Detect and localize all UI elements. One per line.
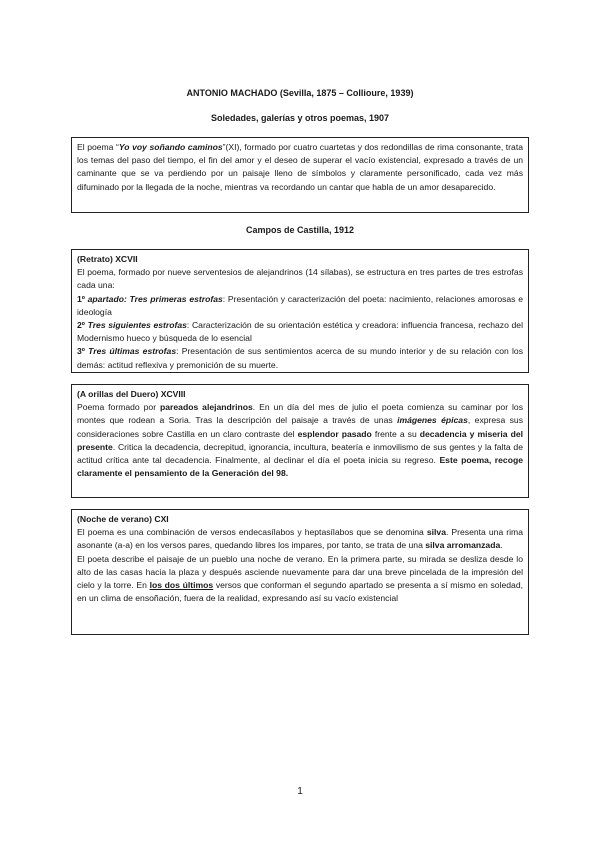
author-heading: ANTONIO MACHADO (Sevilla, 1875 – Collioure, 1939) bbox=[186, 88, 414, 98]
box-yo-voy-sonando-caminos bbox=[71, 137, 529, 213]
text-run: Poema formado por bbox=[77, 402, 161, 413]
emphasis: Este poema, recoge claramente el pensamiento de la Generación del 98. bbox=[77, 455, 523, 479]
text-run: , formado por cuatro cuartetas y dos redondillas de rima consonante, trata los temas del paso del tiempo, el fin del amor y el deseo de superar el vacío existencial, expresado a través de un caminante que se va perdiendo por un paisaje lleno de símbolos y claramente personificado, cada vez más difuminado por la llegada de la noche, mientras va recordando un cantar que habla de un amor desaparecido. bbox=[77, 142, 523, 192]
emphasis: pareados alejandrinos bbox=[160, 402, 253, 413]
box-title: (Retrato) XCVII bbox=[77, 254, 138, 264]
part-text: : Presentación y caracterización del poeta: nacimiento, relaciones amorosas e ideología bbox=[77, 293, 523, 317]
part-text: : Caracterización de su orientación estética y creadora: influencia francesa, rechazo del Modernismo hueco y búsqueda de lo esencial bbox=[77, 320, 523, 344]
box-text bbox=[77, 401, 523, 480]
text-run: . Presenta una rima asonante (a-a) en los versos pares, quedando libres los impares, por tanto, se trata de una bbox=[77, 527, 523, 551]
text-run: El poema “ bbox=[77, 142, 119, 152]
book-heading-campos: Campos de Castilla, 1912 bbox=[245, 225, 355, 235]
part-text: : Presentación de sus sentimientos acerca de su mundo interior y de su relación con los demás: actitud reflexiva y premonición de su muerte. bbox=[77, 346, 523, 370]
emphasis: imágenes épicas bbox=[397, 415, 468, 426]
box-text bbox=[77, 141, 523, 194]
text-run: El poema es una combinación de versos endecasílabos y heptasílabos que se denomina bbox=[77, 527, 427, 538]
text-run: frente a su bbox=[371, 428, 420, 439]
emphasis: los dos últimos bbox=[149, 580, 214, 591]
text-run: . bbox=[500, 540, 503, 551]
box-paragraph-1 bbox=[77, 526, 523, 552]
poem-title: Yo voy soñando caminos bbox=[118, 142, 223, 152]
box-intro: El poema, formado por nueve serventesios de alejandrinos (14 sílabas), se estructura en tres partes de tres estrofas cada una: bbox=[77, 267, 523, 291]
text-run: . Critica la decadencia, decrepitud, ignorancia, incultura, beatería e inmovilismo de sus gentes y la falta de actitud crítica ante tal decadencia. Finalmente, al declinar el día el poeta inicia su regreso. bbox=[77, 441, 523, 466]
box-noche-de-verano bbox=[71, 509, 529, 635]
box-paragraph-2 bbox=[77, 553, 523, 606]
part-label: Tres siguientes estrofas bbox=[84, 320, 187, 331]
box-retrato bbox=[71, 249, 529, 373]
box-title: (Noche de verano) CXI bbox=[77, 514, 169, 524]
text-run: . En un día del mes de julio el poeta comienza su caminar por los montes que rodean a Soria. Tras la descripción del paisaje a través de unas bbox=[77, 402, 523, 426]
part-number: 3º bbox=[77, 346, 85, 357]
text-run: , expresa sus consideraciones sobre Castilla en un claro contraste del bbox=[77, 415, 524, 439]
part-label: apartado: Tres primeras estrofas bbox=[84, 293, 223, 304]
emphasis: decadencia y miseria del presente bbox=[77, 428, 523, 452]
emphasis: silva arromanzada bbox=[425, 540, 501, 551]
text-run: El poeta describe el paisaje de un pueblo una noche de verano. En la primera parte, su mirada se desliza desde lo alto de las casas hacia la plaza y después asciende nuevamente para dar una breve pincelada de la impresión del cielo y la torre. En bbox=[77, 553, 523, 591]
part-1 bbox=[77, 293, 523, 319]
text-run: versos que conforman el segundo apartado se presenta a sí mismo en soledad, en un clima de ensoñación, fuera de la realidad, expresando así su vacío existencial bbox=[77, 580, 523, 604]
part-number: 1º bbox=[77, 293, 85, 304]
page-number: 1 bbox=[297, 786, 303, 797]
book-heading-soledades: Soledades, galerías y otros poemas, 1907 bbox=[210, 113, 390, 123]
part-label: Tres últimas estrofas bbox=[84, 346, 177, 357]
part-2 bbox=[77, 319, 523, 345]
part-number: 2º bbox=[77, 320, 85, 331]
box-a-orillas-del-duero bbox=[71, 384, 529, 498]
emphasis: silva bbox=[426, 527, 446, 538]
part-3 bbox=[77, 345, 523, 371]
box-title: (A orillas del Duero) XCVIII bbox=[77, 389, 186, 399]
emphasis: esplendor pasado bbox=[297, 428, 372, 439]
text-run: ”(XI) bbox=[222, 142, 240, 152]
